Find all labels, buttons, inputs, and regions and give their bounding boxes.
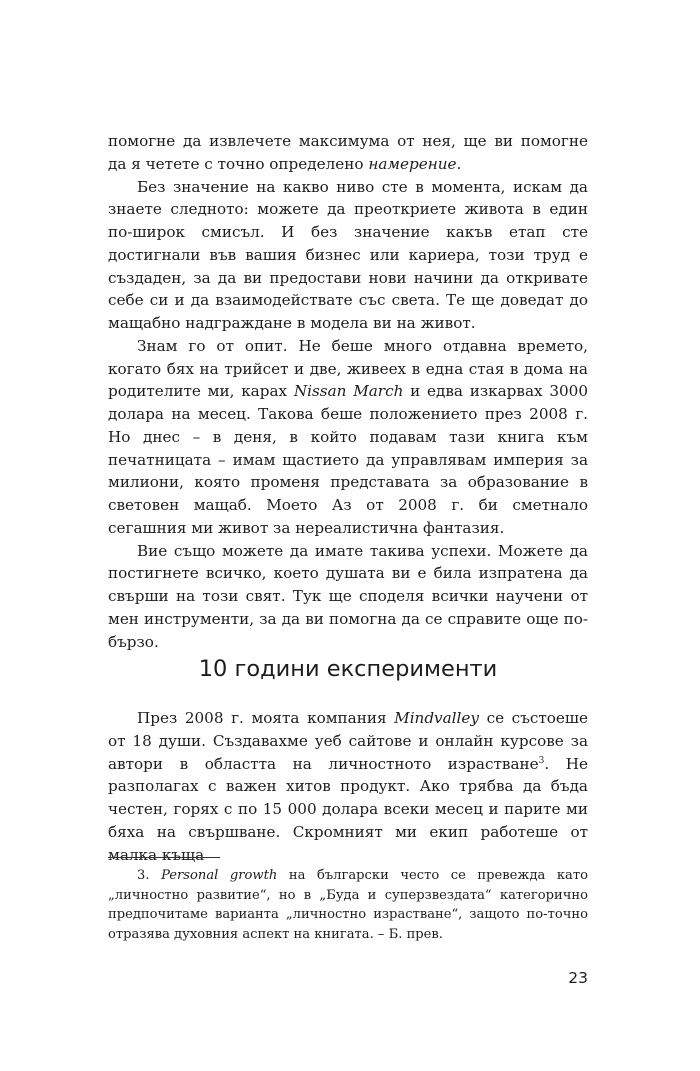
footnote	[108, 866, 588, 944]
footnote-text: 3. Personal growth на български често се превежда като „личностно развитие“, но в „Буда и суперзвездата“ категорично предпочитаме варианта „личностно израстване“, защото по-точно отразява духовния аспект на книгата. – Б. прев.	[108, 868, 588, 942]
paragraph-5: През 2008 г. моята компания Mindvalley се състоеше от 18 души. Създавахме уеб сайтове и онлайн курсове за автори в областта на личностното израстване$^3$. Не разполагах с важен хитов продукт. Ако трябва да бъда честен, горях с по 15 000 долара всеки месец и парите ми бяха на свършване. Скромният ми екип работеше от малка къща	[108, 709, 588, 864]
paragraph-2: Без значение на какво ниво сте в момента, искам да знаете следното: можете да преоткриете живота в един по-широк смисъл. И без значение какъв етап сте достигнали във вашия бизнес или кариера, този труд е създаден, за да ви предостави нови начини да откривате себе си и да взаимодействате със света. Те ще доведат до мащабно надграждане в модела ви на живот.	[108, 177, 588, 332]
footnote-marker: 3	[538, 755, 545, 766]
paragraph-1: помогне да извлечете максимума от нея, ще ви помогне да я четете с точно определено намерение.	[108, 132, 588, 173]
paragraph-4: Вие също можете да имате такива успехи. Можете да постигнете всичко, което душата ви е била изпратена да свърши на този свят. Тук ще споделя всички научени от мен инструменти, за да ви помогна да се справите още по-бързо.	[108, 541, 588, 651]
body-text-bottom	[108, 707, 588, 866]
section-heading: 10 години експерименти	[198, 656, 498, 682]
page-number: 23	[568, 969, 588, 987]
footnote-divider	[108, 857, 220, 858]
body-text-top	[108, 130, 588, 653]
paragraph-3: Знам го от опит. Не беше много отдавна времето, когато бях на трийсет и две, живеех в една стая в дома на родителите ми, карах Nissan March и едва изкарвах 3000 долара на месец. Такова беше положението през 2008 г. Но днес – в деня, в който подавам тази книга към печатницата – имам щастието да управлявам империя за милиони, която променя представата за образование в световен мащаб. Моето Аз от 2008 г. би сметнало сегашния ми живот за нереалистична фантазия.	[108, 336, 588, 537]
